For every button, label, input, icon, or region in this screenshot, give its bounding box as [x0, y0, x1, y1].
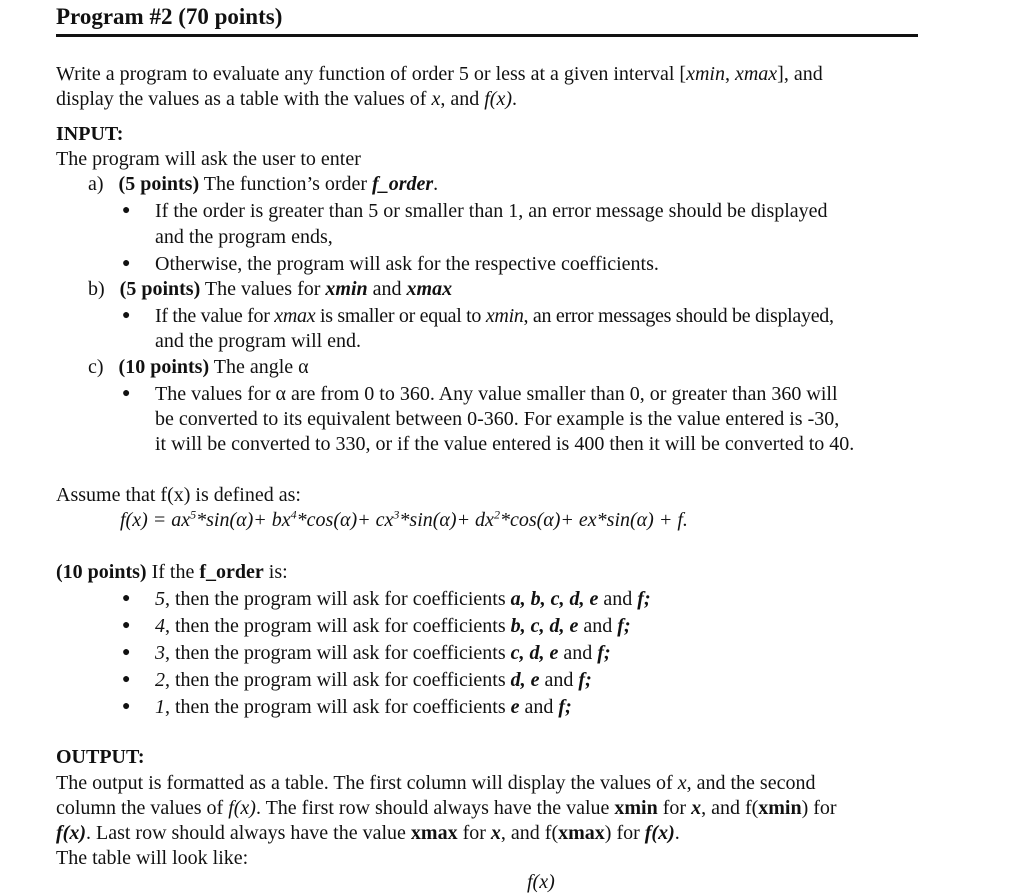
bullet-icon: ● [122, 672, 131, 687]
output-heading: OUTPUT: [56, 746, 145, 768]
item-b-bullet-line-2: and the program will end. [155, 330, 362, 352]
page-title: Program #2 (70 points) [56, 4, 283, 29]
item-a-bullet-1-line-2: and the program ends, [155, 226, 333, 248]
bullet-icon: ● [122, 618, 131, 633]
bullet-icon: ● [122, 645, 131, 660]
bullet-icon: ● [122, 308, 131, 323]
bullet-icon: ● [122, 256, 131, 271]
assume-text: Assume that f(x) is defined as: [56, 484, 301, 506]
bullet-icon: ● [122, 386, 131, 401]
item-a-bullet-2: Otherwise, the program will ask for the respective coefficients. [155, 253, 659, 275]
order-item-2: 2, then the program will ask for coefficients d, e and f; [155, 669, 592, 691]
output-line-1: The output is formatted as a table. The first column will display the values of x, and the second [56, 772, 816, 794]
order-item-1: 1, then the program will ask for coefficients e and f; [155, 696, 572, 718]
input-lead: The program will ask the user to enter [56, 148, 361, 170]
title-rule [56, 34, 918, 37]
item-a-bullet-1-line-1: If the order is greater than 5 or smaller than 1, an error message should be displayed [155, 200, 828, 222]
output-line-3: f(x). Last row should always have the value xmax for x, and f(xmax) for f(x). [56, 822, 680, 844]
formula: $f(x) = ax^5*\sin(\alpha)+ bx^4*\cos(\alpha)+ cx^3*\sin(\alpha)+ dx^2*\cos(\alpha)+ ex*\sin(\alpha) + f$. [120, 507, 688, 531]
order-item-3: 3, then the program will ask for coefficients c, d, e and f; [155, 642, 611, 664]
item-c-bullet-line-2: be converted to its equivalent between 0-360. For example is the value entered is -30, [155, 408, 840, 430]
output-line-2: column the values of f(x). The first row should always have the value xmin for x, and f(xmin) for [56, 797, 837, 819]
item-c: c) (10 points) The angle α [88, 356, 309, 378]
order-heading: (10 points) If the f_order is: [56, 561, 288, 583]
order-item-5: 5, then the program will ask for coefficients a, b, c, d, e and f; [155, 588, 651, 610]
item-c-bullet-line-3: it will be converted to 330, or if the value entered is 400 then it will be converted to 40. [155, 433, 855, 455]
item-a: a) (5 points) The function’s order f_order. [88, 173, 439, 195]
bullet-icon: ● [122, 699, 131, 714]
output-line-4: The table will look like: [56, 847, 249, 869]
item-b: b) (5 points) The values for xmin and xmax [88, 278, 453, 300]
cut-off-column-header: f(x) [527, 871, 555, 893]
order-item-4: 4, then the program will ask for coefficients b, c, d, e and f; [155, 615, 631, 637]
item-c-bullet-line-1: The values for α are from 0 to 360. Any value smaller than 0, or greater than 360 will [155, 383, 838, 405]
input-heading: INPUT: [56, 123, 124, 145]
bullet-icon: ● [122, 591, 131, 606]
intro-line-1: Write a program to evaluate any function of order 5 or less at a given interval [xmin, xmax], and [56, 63, 823, 85]
intro-line-2: display the values as a table with the values of x, and f(x). [56, 88, 517, 110]
bullet-icon: ● [122, 203, 131, 218]
item-b-bullet-line-1: If the value for xmax is smaller or equal to xmin, an error messages should be displayed, [155, 305, 834, 327]
